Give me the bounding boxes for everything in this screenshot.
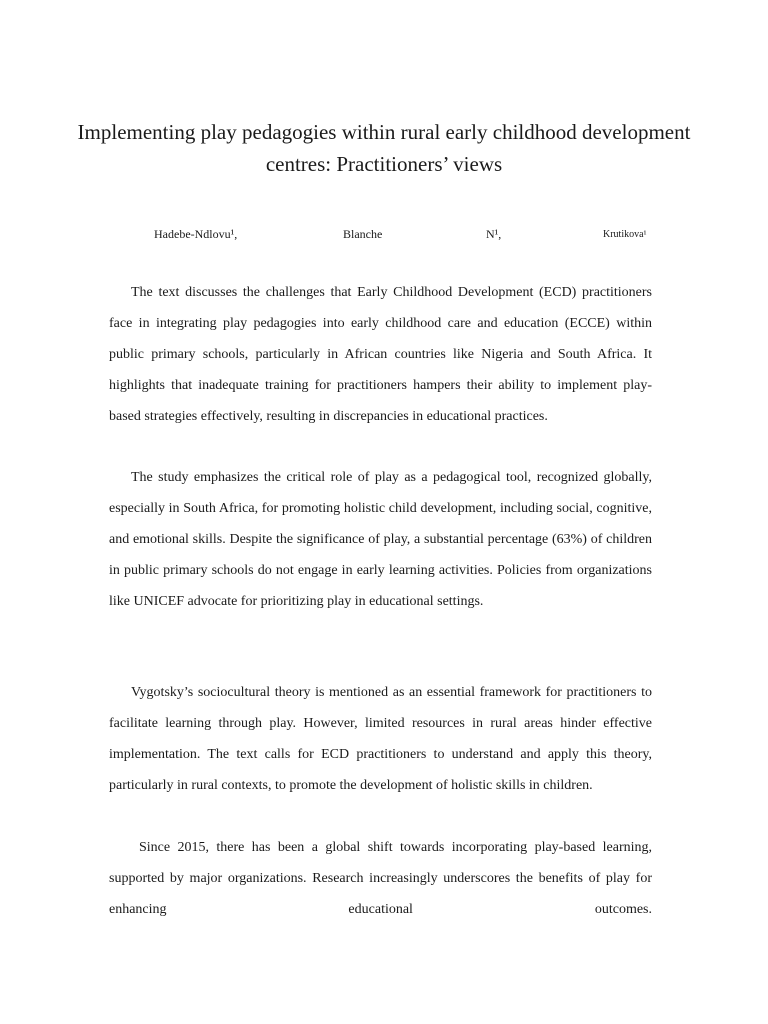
- paragraph-2: The study emphasizes the critical role of play as a pedagogical tool, recognized globally, especially in South Africa, for promoting holistic child development, including social, cognitive, and emotional skills. Despite the significance of play, a substantial percentage (63%) of children in public primary schools do not engage in early learning activities. Policies from organizations like UNICEF advocate for prioritizing play in educational settings.: [109, 470, 652, 609]
- paragraph-4: Since 2015, there has been a global shift towards incorporating play-based learning, supported by major organizations. Research increasingly underscores the benefits of play for enhancing educational outcomes.: [109, 840, 652, 917]
- document-title: Implementing play pedagogies within rural early childhood development centres: Practitioners’ views: [77, 120, 691, 176]
- paragraph-3: Vygotsky’s sociocultural theory is mentioned as an essential framework for practitioners to facilitate learning through play. However, limited resources in rural areas hinder effective implementation. The text calls for ECD practitioners to understand and apply this theory, particularly in rural contexts, to promote the development of holistic skills in children.: [109, 685, 652, 793]
- author-line: [0, 227, 768, 243]
- author-3: N¹,: [486, 227, 502, 241]
- paragraph-1: The text discusses the challenges that Early Childhood Development (ECD) practitioners face in integrating play pedagogies into early childhood care and education (ECCE) within public primary schools, particularly in African countries like Nigeria and South Africa. It highlights that inadequate training for practitioners hampers their ability to implement play-based strategies effectively, resulting in discrepancies in educational practices.: [109, 285, 652, 424]
- author-4: Krutikova¹: [603, 229, 647, 240]
- author-1: Hadebe-Ndlovu¹,: [154, 227, 238, 241]
- author-2: Blanche: [343, 227, 383, 241]
